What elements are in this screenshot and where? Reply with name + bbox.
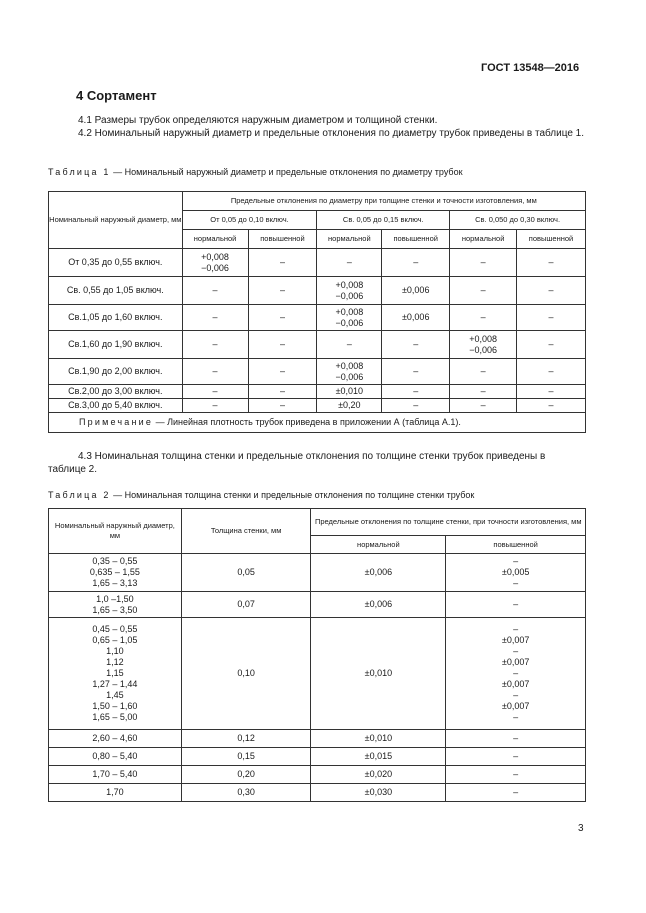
table-row (49, 385, 586, 399)
table2-cell-norm: ±0,006 (311, 554, 446, 592)
table1-cell-diameter: Св.3,00 до 5,40 включ. (49, 399, 183, 413)
table1-cell-diameter: Св.1,60 до 1,90 включ. (49, 331, 183, 359)
table2-cell-high: – (446, 592, 586, 618)
table2-accuracy-high: повышенной (446, 536, 586, 554)
table1-accuracy-high: повышенной (517, 230, 586, 249)
table1-cell-value: – (182, 305, 248, 331)
table2-cell-thick: 0,12 (181, 730, 311, 748)
table1-cell-value: ±0,20 (317, 399, 382, 413)
table2-cell-high: – ±0,007 – ±0,007 – ±0,007 – ±0,007 – (446, 618, 586, 730)
table1-cell-value: – (248, 305, 317, 331)
table2-cell-diam: 0,45 – 0,55 0,65 – 1,05 1,10 1,12 1,15 1,27 – 1,44 1,45 1,50 – 1,60 1,65 – 5,00 (49, 618, 182, 730)
table1-cell-value: – (182, 331, 248, 359)
table2-cell-diam: 2,60 – 4,60 (49, 730, 182, 748)
table2-cell-thick: 0,30 (181, 784, 311, 802)
table1-subgroup-1: От 0,05 до 0,10 включ. (182, 211, 317, 230)
table2-cell-diam: 0,80 – 5,40 (49, 748, 182, 766)
table-row (49, 305, 586, 331)
page-number: 3 (578, 823, 584, 834)
table2-cell-norm: ±0,010 (311, 730, 446, 748)
table2-cell-thick: 0,05 (181, 554, 311, 592)
table-row (49, 399, 586, 413)
table1-cell-value: – (450, 399, 517, 413)
table1-cell-value: – (517, 277, 586, 305)
table2-cell-high: – (446, 784, 586, 802)
table1-cell-value: – (517, 305, 586, 331)
paragraph-4-2: 4.2 Номинальный наружный диаметр и предельные отклонения по диаметру трубок приведены в таблице 1. (78, 128, 585, 139)
table2-cell-thick: 0,20 (181, 766, 311, 784)
table1-cell-value: ±0,010 (317, 385, 382, 399)
table1-accuracy-normal: нормальной (317, 230, 382, 249)
table-row (49, 331, 586, 359)
table1-cell-value: +0,008 −0,006 (317, 277, 382, 305)
table1-cell-value: ±0,006 (382, 305, 450, 331)
table1-cell-value: – (248, 385, 317, 399)
table1-cell-value: – (517, 359, 586, 385)
table1-subgroup-3: Св. 0,050 до 0,30 включ. (450, 211, 586, 230)
table2-cell-thick: 0,07 (181, 592, 311, 618)
table-row (49, 249, 586, 277)
table1-cell-value: – (248, 249, 317, 277)
table-row (49, 554, 586, 592)
table1-cell-value: +0,008 −0,006 (450, 331, 517, 359)
table2-cell-norm: ±0,006 (311, 592, 446, 618)
table1-cell-diameter: Св. 0,55 до 1,05 включ. (49, 277, 183, 305)
table2-cell-norm: ±0,020 (311, 766, 446, 784)
table1-caption (48, 167, 463, 177)
table1-cell-value: – (450, 385, 517, 399)
table1-accuracy-normal: нормальной (450, 230, 517, 249)
table1-cell-diameter: Св.2,00 до 3,00 включ. (49, 385, 183, 399)
table1-cell-value: – (450, 305, 517, 331)
table2-cell-diam: 0,35 – 0,55 0,635 – 1,55 1,65 – 3,13 (49, 554, 182, 592)
table1-note-label: Примечание (79, 417, 154, 427)
table-row (49, 618, 586, 730)
table1-cell-value: – (450, 277, 517, 305)
table2-caption-text: — Номинальная толщина стенки и предельные отклонения по толщине стенки трубок (110, 490, 475, 500)
table1-cell-value: – (517, 385, 586, 399)
paragraph-4-3: 4.3 Номинальная толщина стенки и предельные отклонения по толщине стенки трубок приведены в таблице 2. (48, 451, 546, 475)
table1-cell-value: – (382, 359, 450, 385)
table2-cell-diam: 1,70 – 5,40 (49, 766, 182, 784)
table2-cell-high: – (446, 766, 586, 784)
table-2 (48, 508, 586, 802)
table2-cell-high: – (446, 730, 586, 748)
table1-cell-value: – (182, 359, 248, 385)
table1-cell-value: – (517, 249, 586, 277)
table1-cell-value: +0,008 −0,006 (182, 249, 248, 277)
table1-cell-value: – (248, 277, 317, 305)
table1-cell-value: +0,008 −0,006 (317, 359, 382, 385)
table-row (49, 730, 586, 748)
table1-caption-label: Таблица 1 (48, 167, 111, 177)
table-row (49, 359, 586, 385)
table2-accuracy-normal: нормальной (311, 536, 446, 554)
table1-note-text: — Линейная плотность трубок приведена в приложении А (таблица А.1). (153, 417, 461, 427)
table1-accuracy-high: повышенной (248, 230, 317, 249)
table-row (49, 784, 586, 802)
table1-cell-value: – (182, 399, 248, 413)
table1-cell-diameter: Св.1,05 до 1,60 включ. (49, 305, 183, 331)
table-1 (48, 191, 586, 433)
table1-cell-value: – (450, 359, 517, 385)
table1-cell-value: – (382, 385, 450, 399)
table1-cell-value: – (182, 277, 248, 305)
table2-header-thickness: Толщина стенки, мм (181, 509, 311, 554)
section-title: 4 Сортамент (76, 88, 157, 103)
table1-header-diameter: Номинальный наружный диаметр, мм (49, 192, 183, 249)
table2-cell-diam: 1,70 (49, 784, 182, 802)
table2-caption-label: Таблица 2 (48, 490, 111, 500)
table2-cell-thick: 0,15 (181, 748, 311, 766)
table1-cell-diameter: Св.1,90 до 2,00 включ. (49, 359, 183, 385)
table1-accuracy-normal: нормальной (182, 230, 248, 249)
table1-cell-diameter: От 0,35 до 0,55 включ. (49, 249, 183, 277)
table1-cell-value: – (450, 249, 517, 277)
paragraph-4-1: 4.1 Размеры трубок определяются наружным диаметром и толщиной стенки. (78, 115, 438, 126)
table1-caption-text: — Номинальный наружный диаметр и предельные отклонения по диаметру трубок (110, 167, 463, 177)
table1-cell-value: ±0,006 (382, 277, 450, 305)
table1-cell-value: – (248, 399, 317, 413)
table1-cell-value: – (182, 385, 248, 399)
table-row (49, 277, 586, 305)
table2-cell-high: – (446, 748, 586, 766)
table2-header-group: Предельные отклонения по толщине стенки, при точности изготовления, мм (311, 509, 586, 536)
table1-cell-value: +0,008 −0,006 (317, 305, 382, 331)
table2-cell-high: – ±0,005 – (446, 554, 586, 592)
table-row (49, 592, 586, 618)
table2-header-diameter: Номинальный наружный диаметр, мм (49, 509, 182, 554)
table1-header-group: Предельные отклонения по диаметру при толщине стенки и точности изготовления, мм (182, 192, 585, 211)
table1-cell-value: – (248, 331, 317, 359)
table-row (49, 766, 586, 784)
table1-cell-value: – (517, 399, 586, 413)
table2-cell-norm: ±0,010 (311, 618, 446, 730)
table1-cell-value: – (382, 249, 450, 277)
table2-cell-norm: ±0,015 (311, 748, 446, 766)
table2-cell-thick: 0,10 (181, 618, 311, 730)
table1-cell-value: – (517, 331, 586, 359)
table-row (49, 748, 586, 766)
table1-subgroup-2: Св. 0,05 до 0,15 включ. (317, 211, 450, 230)
table1-note (49, 413, 586, 433)
table1-cell-value: – (248, 359, 317, 385)
table1-cell-value: – (317, 249, 382, 277)
table1-cell-value: – (382, 399, 450, 413)
table1-cell-value: – (317, 331, 382, 359)
table1-accuracy-high: повышенной (382, 230, 450, 249)
table2-cell-diam: 1,0 –1,50 1,65 – 3,50 (49, 592, 182, 618)
table2-cell-norm: ±0,030 (311, 784, 446, 802)
table2-caption (48, 490, 474, 500)
document-code: ГОСТ 13548—2016 (481, 62, 580, 74)
table1-cell-value: – (382, 331, 450, 359)
